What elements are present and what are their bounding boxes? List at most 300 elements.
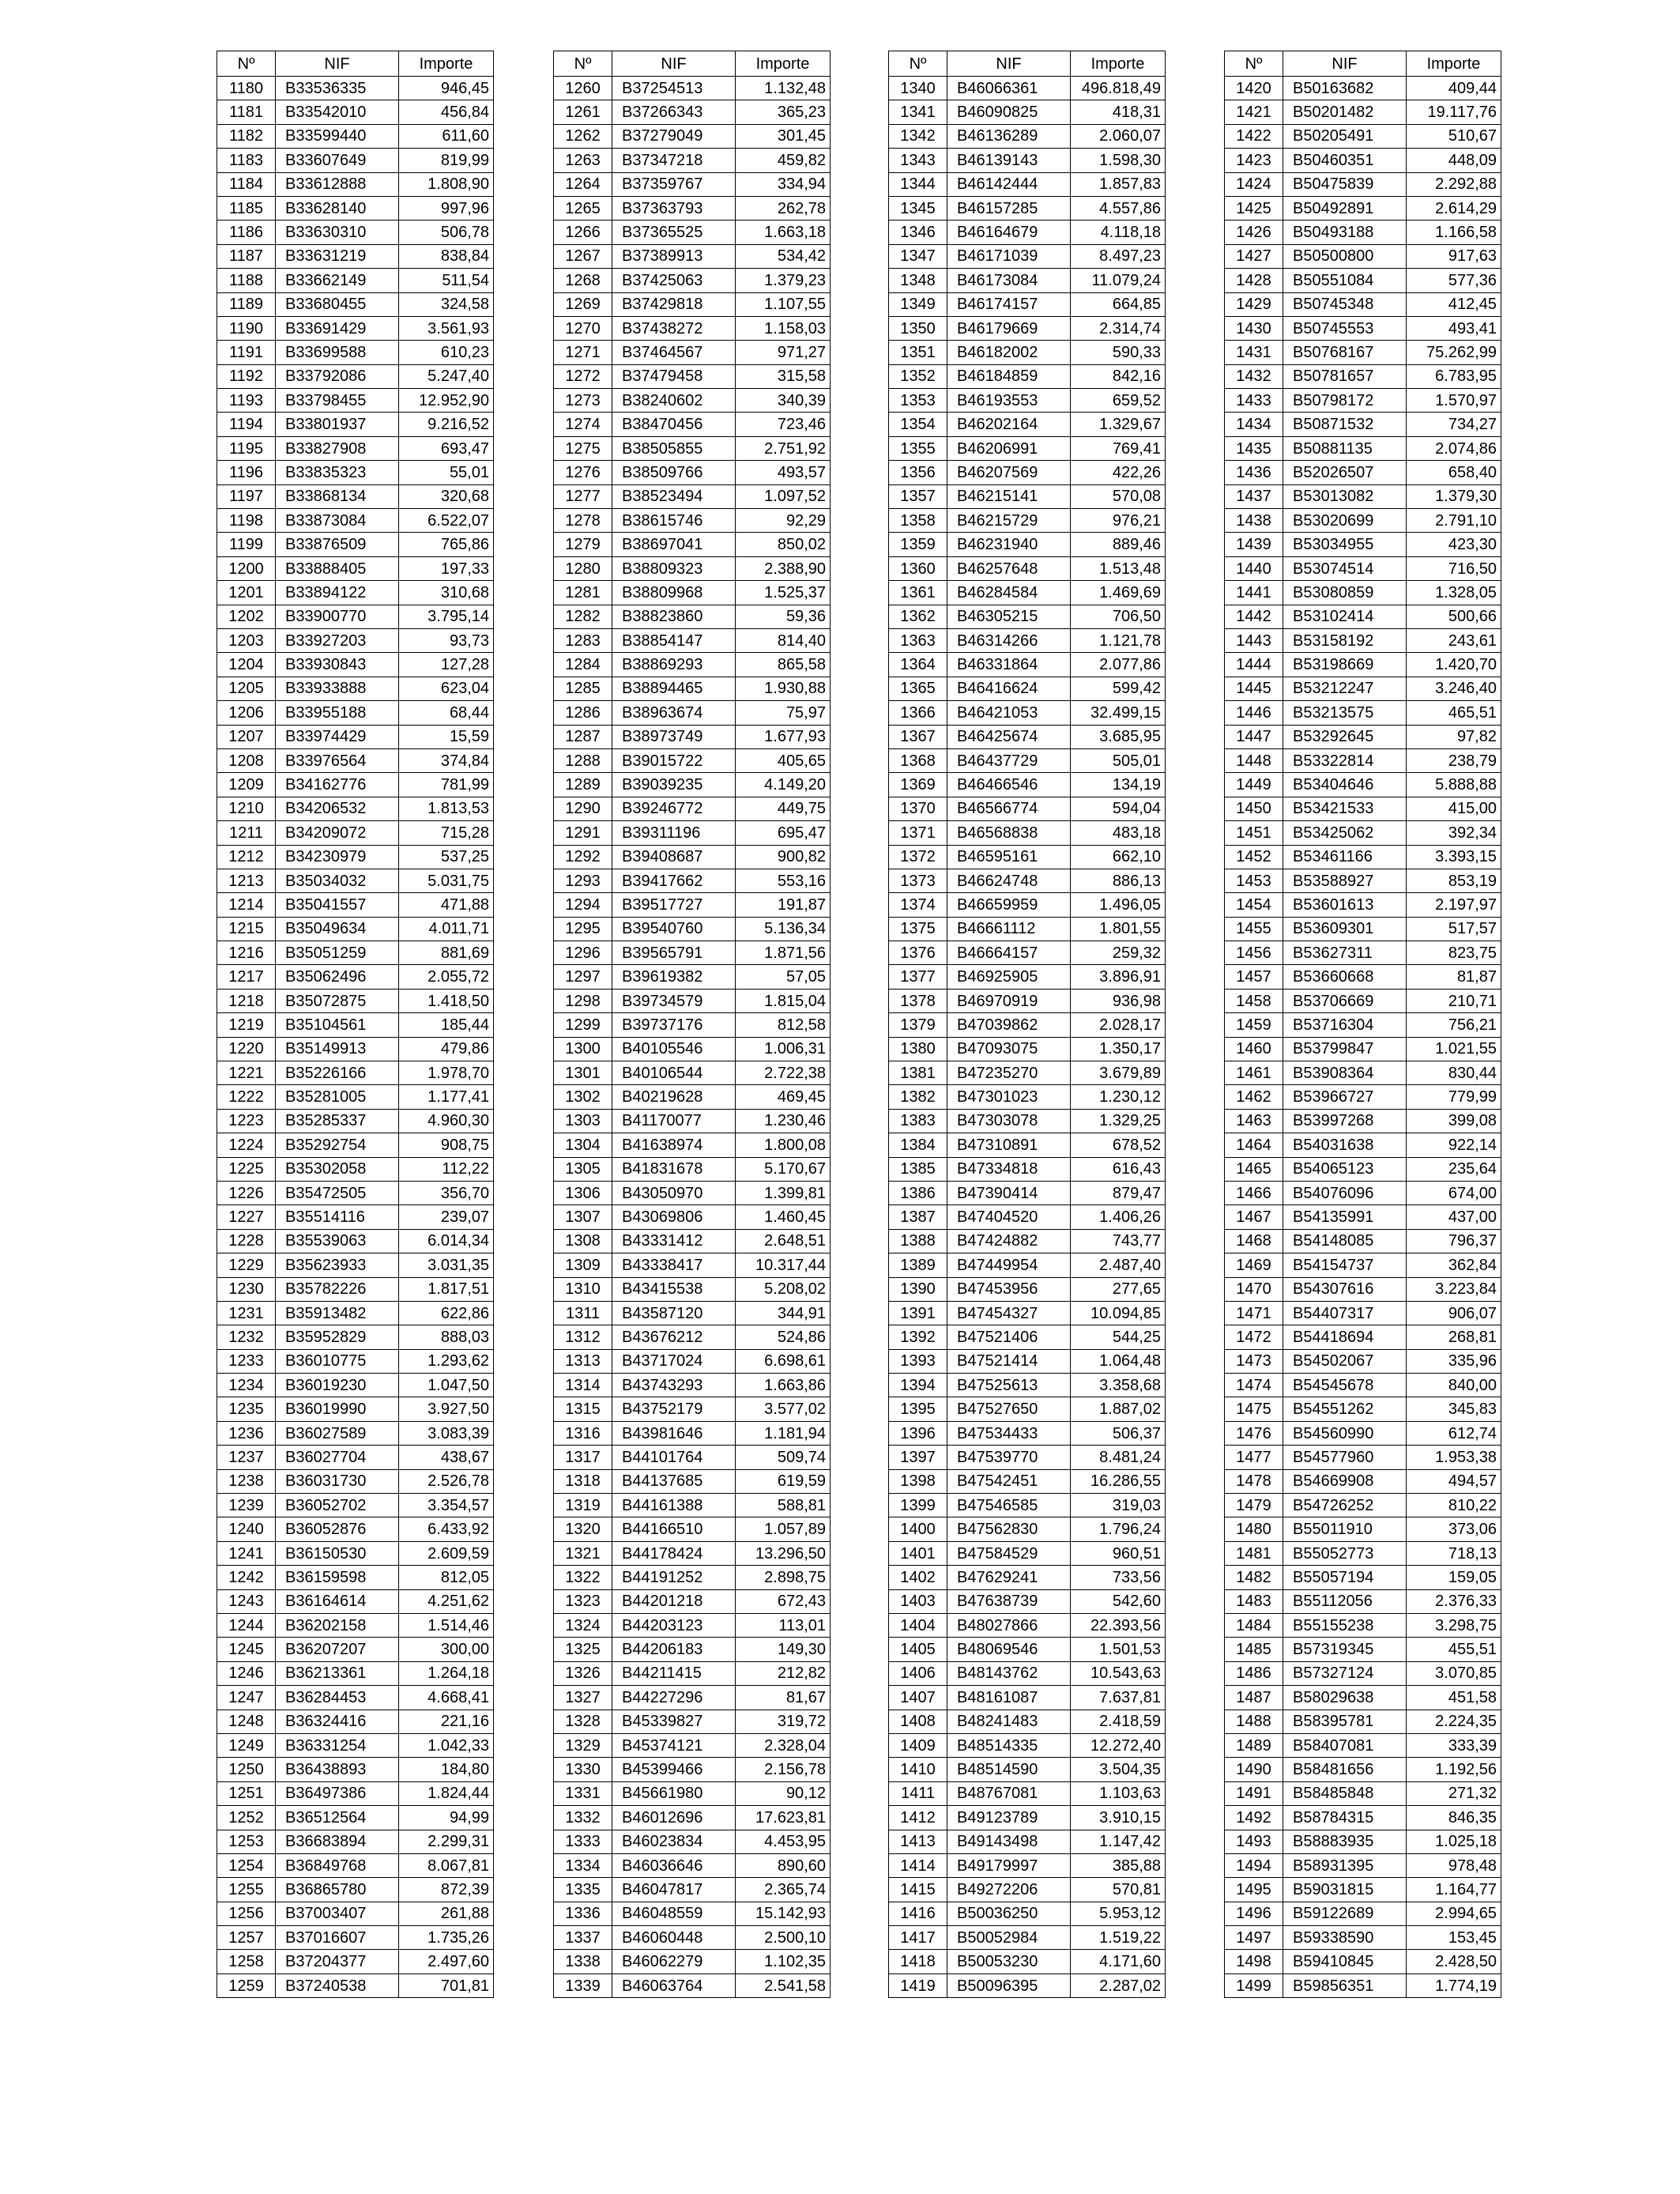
table-row — [217, 1037, 494, 1061]
table-row — [554, 701, 831, 725]
importe-cell: 1.103,63 — [1071, 1781, 1166, 1805]
nif-cell: B47546585 — [947, 1494, 1071, 1517]
nif-cell: B50500800 — [1283, 244, 1407, 268]
row-number: 1238 — [217, 1469, 276, 1493]
table-row — [889, 124, 1166, 148]
table-row — [217, 725, 494, 748]
nif-cell: B47235270 — [947, 1061, 1071, 1085]
row-number: 1447 — [1225, 725, 1283, 748]
table-row — [554, 941, 831, 965]
nif-cell: B35226166 — [276, 1061, 399, 1085]
nif-cell: B35514116 — [276, 1205, 399, 1229]
importe-cell: 277,65 — [1071, 1277, 1166, 1301]
row-number: 1314 — [554, 1374, 612, 1397]
row-number: 1380 — [889, 1037, 947, 1061]
nif-cell: B46314266 — [947, 628, 1071, 652]
row-number: 1214 — [217, 893, 276, 917]
importe-cell: 2.060,07 — [1071, 124, 1166, 148]
nif-cell: B59338590 — [1283, 1926, 1407, 1950]
nif-cell: B38823860 — [612, 605, 736, 628]
row-number: 1324 — [554, 1614, 612, 1638]
importe-cell: 2.365,74 — [736, 1878, 831, 1902]
importe-cell: 1.930,88 — [736, 677, 831, 700]
nif-cell: B38894465 — [612, 677, 736, 700]
row-number: 1311 — [554, 1301, 612, 1325]
row-number: 1401 — [889, 1541, 947, 1565]
row-number: 1188 — [217, 269, 276, 292]
row-number: 1476 — [1225, 1421, 1283, 1445]
nif-cell: B53158192 — [1283, 628, 1407, 652]
importe-cell: 765,86 — [399, 533, 494, 556]
row-number: 1281 — [554, 581, 612, 605]
table-row — [889, 1494, 1166, 1517]
nif-cell: B46466546 — [947, 773, 1071, 797]
importe-cell: 405,65 — [736, 748, 831, 772]
table-row — [889, 77, 1166, 100]
nif-cell: B58931395 — [1283, 1853, 1407, 1877]
row-number: 1215 — [217, 917, 276, 941]
importe-cell: 1.047,50 — [399, 1374, 494, 1397]
importe-cell: 1.774,19 — [1407, 1973, 1501, 1997]
table-row — [217, 1133, 494, 1157]
row-number: 1202 — [217, 605, 276, 628]
importe-cell: 664,85 — [1071, 292, 1166, 316]
table-row — [889, 1181, 1166, 1204]
importe-cell: 2.156,78 — [736, 1758, 831, 1781]
nif-cell: B43069806 — [612, 1205, 736, 1229]
nif-cell: B46184859 — [947, 364, 1071, 388]
table-row — [217, 1686, 494, 1710]
importe-cell: 455,51 — [1407, 1638, 1501, 1661]
nif-cell: B37425063 — [612, 269, 736, 292]
importe-cell: 8.481,24 — [1071, 1446, 1166, 1469]
importe-cell: 17.623,81 — [736, 1806, 831, 1830]
nif-cell: B41638974 — [612, 1133, 736, 1157]
table-row — [1225, 1758, 1501, 1781]
table-row — [217, 461, 494, 484]
nif-cell: B40106544 — [612, 1061, 736, 1085]
row-number: 1195 — [217, 436, 276, 460]
table-row — [217, 1446, 494, 1469]
nif-cell: B35952829 — [276, 1325, 399, 1349]
importe-cell: 840,00 — [1407, 1374, 1501, 1397]
row-number: 1495 — [1225, 1878, 1283, 1902]
nif-cell: B33955188 — [276, 701, 399, 725]
nif-cell: B49143498 — [947, 1830, 1071, 1853]
importe-cell: 197,33 — [399, 556, 494, 580]
importe-cell: 3.561,93 — [399, 316, 494, 340]
importe-cell: 3.896,91 — [1071, 965, 1166, 989]
importe-cell: 812,58 — [736, 1013, 831, 1037]
importe-cell: 8.497,23 — [1071, 244, 1166, 268]
row-number: 1206 — [217, 701, 276, 725]
importe-cell: 4.251,62 — [399, 1589, 494, 1613]
nif-cell: B35913482 — [276, 1301, 399, 1325]
table-row — [217, 941, 494, 965]
nif-cell: B36331254 — [276, 1733, 399, 1757]
row-number: 1337 — [554, 1926, 612, 1950]
nif-cell: B44161388 — [612, 1494, 736, 1517]
row-number: 1479 — [1225, 1494, 1283, 1517]
nif-cell: B50475839 — [1283, 172, 1407, 196]
row-number: 1194 — [217, 413, 276, 436]
nif-cell: B46257648 — [947, 556, 1071, 580]
table-row — [889, 1661, 1166, 1685]
importe-cell: 1.057,89 — [736, 1517, 831, 1541]
row-number: 1333 — [554, 1830, 612, 1853]
table-row — [554, 725, 831, 748]
row-number: 1496 — [1225, 1902, 1283, 1925]
importe-cell: 1.514,46 — [399, 1614, 494, 1638]
nif-cell: B45374121 — [612, 1733, 736, 1757]
nif-cell: B46164679 — [947, 221, 1071, 244]
row-number: 1445 — [1225, 677, 1283, 700]
row-number: 1331 — [554, 1781, 612, 1805]
row-number: 1276 — [554, 461, 612, 484]
importe-cell: 112,22 — [399, 1157, 494, 1181]
row-number: 1489 — [1225, 1733, 1283, 1757]
row-number: 1436 — [1225, 461, 1283, 484]
table-row — [554, 1902, 831, 1925]
importe-cell: 3.083,39 — [399, 1421, 494, 1445]
importe-cell: 695,47 — [736, 821, 831, 845]
importe-cell: 1.496,05 — [1071, 893, 1166, 917]
importe-cell: 335,96 — [1407, 1349, 1501, 1373]
row-number: 1459 — [1225, 1013, 1283, 1037]
nif-cell: B33691429 — [276, 316, 399, 340]
table-row — [1225, 413, 1501, 436]
nif-cell: B38615746 — [612, 509, 736, 533]
importe-cell: 191,87 — [736, 893, 831, 917]
nif-cell: B37389913 — [612, 244, 736, 268]
nif-cell: B53716304 — [1283, 1013, 1407, 1037]
nif-cell: B47390414 — [947, 1181, 1071, 1204]
importe-cell: 469,45 — [736, 1085, 831, 1109]
row-number: 1462 — [1225, 1085, 1283, 1109]
table-row — [1225, 941, 1501, 965]
row-number: 1231 — [217, 1301, 276, 1325]
table-row — [889, 1277, 1166, 1301]
nif-cell: B46624748 — [947, 869, 1071, 892]
row-number: 1291 — [554, 821, 612, 845]
importe-cell: 3.679,89 — [1071, 1061, 1166, 1085]
importe-cell: 4.011,71 — [399, 917, 494, 941]
nif-cell: B43331412 — [612, 1229, 736, 1253]
row-number: 1340 — [889, 77, 947, 100]
row-number: 1386 — [889, 1181, 947, 1204]
table-row — [889, 1061, 1166, 1085]
row-number: 1357 — [889, 484, 947, 508]
table-row — [1225, 341, 1501, 364]
importe-cell: 701,81 — [399, 1973, 494, 1997]
table-row — [554, 965, 831, 989]
table-row — [889, 196, 1166, 220]
row-number: 1292 — [554, 845, 612, 869]
table-row — [1225, 605, 1501, 628]
nif-cell: B46060448 — [612, 1926, 736, 1950]
importe-cell: 509,74 — [736, 1446, 831, 1469]
header-n: Nº — [217, 51, 276, 77]
importe-cell: 127,28 — [399, 653, 494, 677]
importe-cell: 93,73 — [399, 628, 494, 652]
importe-cell: 4.557,86 — [1071, 196, 1166, 220]
nif-cell: B53198669 — [1283, 653, 1407, 677]
row-number: 1443 — [1225, 628, 1283, 652]
importe-cell: 542,60 — [1071, 1589, 1166, 1613]
importe-cell: 1.796,24 — [1071, 1517, 1166, 1541]
row-number: 1270 — [554, 316, 612, 340]
row-number: 1434 — [1225, 413, 1283, 436]
row-number: 1255 — [217, 1878, 276, 1902]
importe-cell: 1.006,31 — [736, 1037, 831, 1061]
table-row — [554, 1253, 831, 1277]
table-row — [217, 1710, 494, 1733]
nif-cell: B46207569 — [947, 461, 1071, 484]
importe-cell: 1.887,02 — [1071, 1397, 1166, 1421]
row-number: 1296 — [554, 941, 612, 965]
row-number: 1198 — [217, 509, 276, 533]
nif-cell: B44137685 — [612, 1469, 736, 1493]
importe-cell: 906,07 — [1407, 1301, 1501, 1325]
table-row — [554, 1374, 831, 1397]
importe-cell: 622,86 — [399, 1301, 494, 1325]
importe-cell: 10.543,63 — [1071, 1661, 1166, 1685]
table-row — [1225, 1374, 1501, 1397]
table-row — [217, 1638, 494, 1661]
importe-cell: 2.541,58 — [736, 1973, 831, 1997]
nif-cell: B37479458 — [612, 364, 736, 388]
row-number: 1211 — [217, 821, 276, 845]
nif-cell: B36027589 — [276, 1421, 399, 1445]
nif-cell: B53425062 — [1283, 821, 1407, 845]
nif-cell: B55052773 — [1283, 1541, 1407, 1565]
table-row — [217, 1926, 494, 1950]
table-row — [889, 1397, 1166, 1421]
importe-cell: 1.264,18 — [399, 1661, 494, 1685]
importe-cell: 10.317,44 — [736, 1253, 831, 1277]
table-row — [217, 1325, 494, 1349]
table-row — [217, 221, 494, 244]
row-number: 1196 — [217, 461, 276, 484]
importe-cell: 2.994,65 — [1407, 1902, 1501, 1925]
row-number: 1466 — [1225, 1181, 1283, 1204]
table-row — [889, 581, 1166, 605]
nif-cell: B44166510 — [612, 1517, 736, 1541]
table-row — [1225, 1566, 1501, 1589]
importe-cell: 7.637,81 — [1071, 1686, 1166, 1710]
nif-cell: B35472505 — [276, 1181, 399, 1204]
table-row — [889, 1374, 1166, 1397]
importe-cell: 1.293,62 — [399, 1349, 494, 1373]
table-row — [1225, 581, 1501, 605]
row-number: 1403 — [889, 1589, 947, 1613]
row-number: 1252 — [217, 1806, 276, 1830]
row-number: 1251 — [217, 1781, 276, 1805]
importe-cell: 3.298,75 — [1407, 1614, 1501, 1638]
table-row — [217, 1397, 494, 1421]
nif-cell: B34209072 — [276, 821, 399, 845]
importe-cell: 2.077,86 — [1071, 653, 1166, 677]
nif-cell: B53292645 — [1283, 725, 1407, 748]
importe-cell: 1.857,83 — [1071, 172, 1166, 196]
table-row — [1225, 1926, 1501, 1950]
table-row — [217, 1013, 494, 1037]
nif-cell: B33827908 — [276, 436, 399, 460]
row-number: 1492 — [1225, 1806, 1283, 1830]
table-row — [217, 1494, 494, 1517]
table-row — [889, 845, 1166, 869]
row-number: 1237 — [217, 1446, 276, 1469]
nif-cell: B43338417 — [612, 1253, 736, 1277]
row-number: 1402 — [889, 1566, 947, 1589]
row-number: 1389 — [889, 1253, 947, 1277]
importe-cell: 500,66 — [1407, 605, 1501, 628]
nif-cell: B46063764 — [612, 1973, 736, 1997]
row-number: 1367 — [889, 725, 947, 748]
importe-cell: 1.418,50 — [399, 989, 494, 1012]
importe-cell: 623,04 — [399, 677, 494, 700]
nif-cell: B33801937 — [276, 413, 399, 436]
table-row — [554, 1109, 831, 1133]
importe-cell: 301,45 — [736, 124, 831, 148]
table-row — [217, 533, 494, 556]
table-row — [217, 748, 494, 772]
row-number: 1460 — [1225, 1037, 1283, 1061]
nif-cell: B38973749 — [612, 725, 736, 748]
table-row — [889, 917, 1166, 941]
importe-cell: 553,16 — [736, 869, 831, 892]
table-row — [554, 1517, 831, 1541]
importe-cell: 1.519,22 — [1071, 1926, 1166, 1950]
nif-cell: B33536335 — [276, 77, 399, 100]
table-row — [554, 845, 831, 869]
importe-cell: 2.299,31 — [399, 1830, 494, 1853]
importe-cell: 10.094,85 — [1071, 1301, 1166, 1325]
nif-cell: B44191252 — [612, 1566, 736, 1589]
importe-cell: 2.614,29 — [1407, 196, 1501, 220]
row-number: 1297 — [554, 965, 612, 989]
table-row — [554, 244, 831, 268]
nif-cell: B44206183 — [612, 1638, 736, 1661]
importe-cell: 1.420,70 — [1407, 653, 1501, 677]
nif-cell: B38509766 — [612, 461, 736, 484]
table-row — [554, 1469, 831, 1493]
table-row — [1225, 1686, 1501, 1710]
row-number: 1243 — [217, 1589, 276, 1613]
row-number: 1310 — [554, 1277, 612, 1301]
importe-cell: 5.031,75 — [399, 869, 494, 892]
row-number: 1494 — [1225, 1853, 1283, 1877]
table-row — [1225, 1589, 1501, 1613]
nif-cell: B39417662 — [612, 869, 736, 892]
row-number: 1410 — [889, 1758, 947, 1781]
row-number: 1361 — [889, 581, 947, 605]
table-row — [1225, 821, 1501, 845]
row-number: 1478 — [1225, 1469, 1283, 1493]
importe-cell: 6.522,07 — [399, 509, 494, 533]
importe-cell: 1.469,69 — [1071, 581, 1166, 605]
nif-cell: B54502067 — [1283, 1349, 1407, 1373]
row-number: 1415 — [889, 1878, 947, 1902]
table-row — [889, 1950, 1166, 1973]
importe-cell: 449,75 — [736, 797, 831, 820]
nif-cell: B58407081 — [1283, 1733, 1407, 1757]
nif-table-1 — [217, 51, 494, 1998]
table-row — [1225, 1878, 1501, 1902]
table-row — [554, 436, 831, 460]
table-row — [1225, 797, 1501, 820]
row-number: 1264 — [554, 172, 612, 196]
table-row — [889, 1926, 1166, 1950]
table-row — [217, 1733, 494, 1757]
row-number: 1360 — [889, 556, 947, 580]
importe-cell: 5.170,67 — [736, 1157, 831, 1181]
row-number: 1218 — [217, 989, 276, 1012]
row-number: 1471 — [1225, 1301, 1283, 1325]
nif-cell: B47449954 — [947, 1253, 1071, 1277]
nif-cell: B47454327 — [947, 1301, 1071, 1325]
nif-cell: B55011910 — [1283, 1517, 1407, 1541]
row-number: 1241 — [217, 1541, 276, 1565]
table-row — [1225, 1157, 1501, 1181]
importe-cell: 12.272,40 — [1071, 1733, 1166, 1757]
table-row — [1225, 1349, 1501, 1373]
nif-cell: B47562830 — [947, 1517, 1071, 1541]
table-row — [217, 509, 494, 533]
table-row — [889, 1589, 1166, 1613]
table-row — [554, 1229, 831, 1253]
importe-cell: 4.668,41 — [399, 1686, 494, 1710]
nif-cell: B33900770 — [276, 605, 399, 628]
row-number: 1387 — [889, 1205, 947, 1229]
row-number: 1236 — [217, 1421, 276, 1445]
nif-cell: B50201482 — [1283, 100, 1407, 124]
table-row — [1225, 1013, 1501, 1037]
table-row — [889, 1902, 1166, 1925]
row-number: 1397 — [889, 1446, 947, 1469]
table-row — [554, 364, 831, 388]
importe-cell: 1.121,78 — [1071, 628, 1166, 652]
row-number: 1449 — [1225, 773, 1283, 797]
row-number: 1239 — [217, 1494, 276, 1517]
nif-cell: B50052984 — [947, 1926, 1071, 1950]
importe-cell: 1.570,97 — [1407, 389, 1501, 413]
table-row — [217, 292, 494, 316]
importe-cell: 506,37 — [1071, 1421, 1166, 1445]
importe-cell: 493,41 — [1407, 316, 1501, 340]
row-number: 1418 — [889, 1950, 947, 1973]
nif-cell: B38869293 — [612, 653, 736, 677]
table-row — [1225, 1133, 1501, 1157]
nif-cell: B48143762 — [947, 1661, 1071, 1685]
table-row — [217, 821, 494, 845]
table-row — [889, 773, 1166, 797]
nif-cell: B46066361 — [947, 77, 1071, 100]
importe-cell: 769,41 — [1071, 436, 1166, 460]
nif-cell: B59410845 — [1283, 1950, 1407, 1973]
importe-cell: 90,12 — [736, 1781, 831, 1805]
importe-cell: 437,00 — [1407, 1205, 1501, 1229]
row-number: 1453 — [1225, 869, 1283, 892]
table-row — [554, 1638, 831, 1661]
table-row — [889, 653, 1166, 677]
importe-cell: 2.497,60 — [399, 1950, 494, 1973]
table-row — [554, 893, 831, 917]
importe-cell: 1.147,42 — [1071, 1830, 1166, 1853]
table-row — [554, 581, 831, 605]
row-number: 1407 — [889, 1686, 947, 1710]
table-row — [889, 1878, 1166, 1902]
